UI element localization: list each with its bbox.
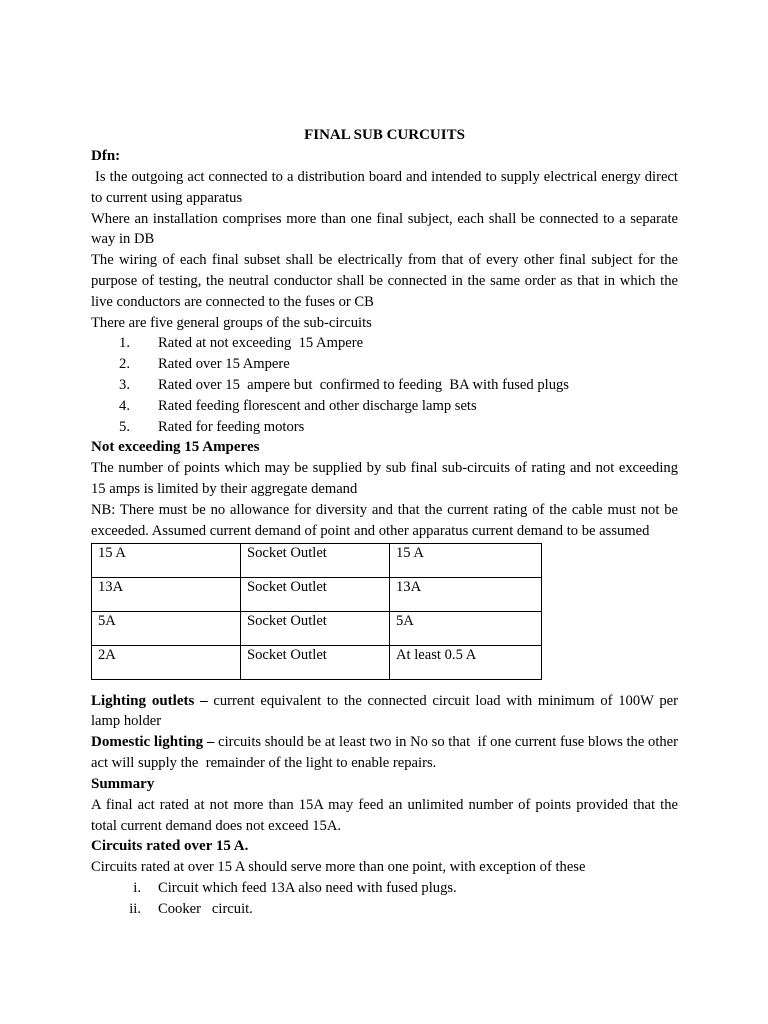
list-marker: 1. <box>119 335 130 352</box>
groups-intro: There are five general groups of the sub-circuits <box>91 314 372 331</box>
table-cell: Socket Outlet <box>241 645 390 679</box>
list-item-text: Rated over 15 Ampere <box>158 356 290 373</box>
over-15-heading: Circuits rated over 15 A. <box>91 838 249 855</box>
summary-heading: Summary <box>91 775 155 792</box>
not-exceeding-heading: Not exceeding 15 Amperes <box>91 439 260 456</box>
list-marker: 4. <box>119 397 130 414</box>
table-cell: 2A <box>92 645 241 679</box>
nb-paragraph: NB: There must be no allowance for diversity and that the current rating of the cable must not be exceeded. Assumed current demand of point and other apparatus current demand to be assumed <box>91 501 678 539</box>
table-row <box>92 611 542 645</box>
list-item <box>91 354 678 375</box>
list-item-text: Circuit which feed 13A also need with fused plugs. <box>158 880 457 897</box>
current-demand-table <box>91 543 542 680</box>
table-cell: Socket Outlet <box>241 611 390 645</box>
list-item <box>91 396 678 417</box>
table-cell: 15 A <box>92 543 241 577</box>
table-cell: Socket Outlet <box>241 577 390 611</box>
table-cell: 5A <box>92 611 241 645</box>
lighting-outlets-paragraph <box>91 691 682 733</box>
wiring-paragraph: The wiring of each final subset shall be electrically from that of every other final subject for the purpose of testing, the neutral conductor shall be connected in the same order as that in which the live conductors are connected to the fuses or CB <box>91 252 678 310</box>
list-item <box>91 333 678 354</box>
list-marker: 5. <box>119 418 130 435</box>
list-marker: 2. <box>119 356 130 373</box>
table-cell: 5A <box>390 611 542 645</box>
table-cell: 13A <box>92 577 241 611</box>
table-cell: 15 A <box>390 543 542 577</box>
exceptions-list <box>91 878 678 920</box>
document-page <box>91 124 682 920</box>
domestic-lighting-lead: Domestic lighting – <box>91 734 215 751</box>
document-title: FINAL SUB CURCUITS <box>304 127 465 143</box>
table-cell: Socket Outlet <box>241 543 390 577</box>
list-marker: ii. <box>129 900 141 917</box>
domestic-lighting-paragraph <box>91 732 682 774</box>
lighting-outlets-text: current equivalent to the connected circuit load with minimum of 100W per lamp holder <box>91 692 682 730</box>
list-item <box>91 878 678 899</box>
list-item <box>91 899 678 920</box>
over-15-paragraph: Circuits rated at over 15 A should serve more than one point, with exception of these <box>91 859 586 876</box>
summary-paragraph: A final act rated at not more than 15A may feed an unlimited number of points provided that the total current demand does not exceed 15A. <box>91 796 678 834</box>
domestic-lighting-text: circuits should be at least two in No so that if one current fuse blows the other act will supply the remainder of the light to enable repairs. <box>91 734 682 771</box>
table-cell: 13A <box>390 577 542 611</box>
list-item-text: Cooker circuit. <box>158 900 253 917</box>
definition-paragraph: Is the outgoing act connected to a distribution board and intended to supply electrical energy direct to current using apparatus <box>91 169 682 206</box>
sub-circuit-groups-list <box>91 333 678 437</box>
lighting-outlets-lead: Lighting outlets – <box>91 692 208 709</box>
table-row <box>92 645 542 679</box>
table-row <box>92 577 542 611</box>
list-item-text: Rated over 15 ampere but confirmed to feeding BA with fused plugs <box>158 376 569 393</box>
list-item <box>91 375 678 396</box>
points-paragraph: The number of points which may be supplied by sub final sub-circuits of rating and not exceeding 15 amps is limited by their aggregate demand <box>91 460 678 498</box>
list-item-text: Rated at not exceeding 15 Ampere <box>158 335 364 352</box>
table-row <box>92 543 542 577</box>
list-item-text: Rated for feeding motors <box>158 418 305 435</box>
definition-heading: Dfn: <box>91 148 121 164</box>
installation-paragraph: Where an installation comprises more than one final subject, each shall be connected to a separate way in DB <box>91 210 678 248</box>
list-marker: i. <box>133 880 141 897</box>
list-item <box>91 417 678 438</box>
list-item-text: Rated feeding florescent and other discharge lamp sets <box>158 397 477 414</box>
spacer <box>91 680 678 691</box>
list-marker: 3. <box>119 376 130 393</box>
table-cell: At least 0.5 A <box>390 645 542 679</box>
